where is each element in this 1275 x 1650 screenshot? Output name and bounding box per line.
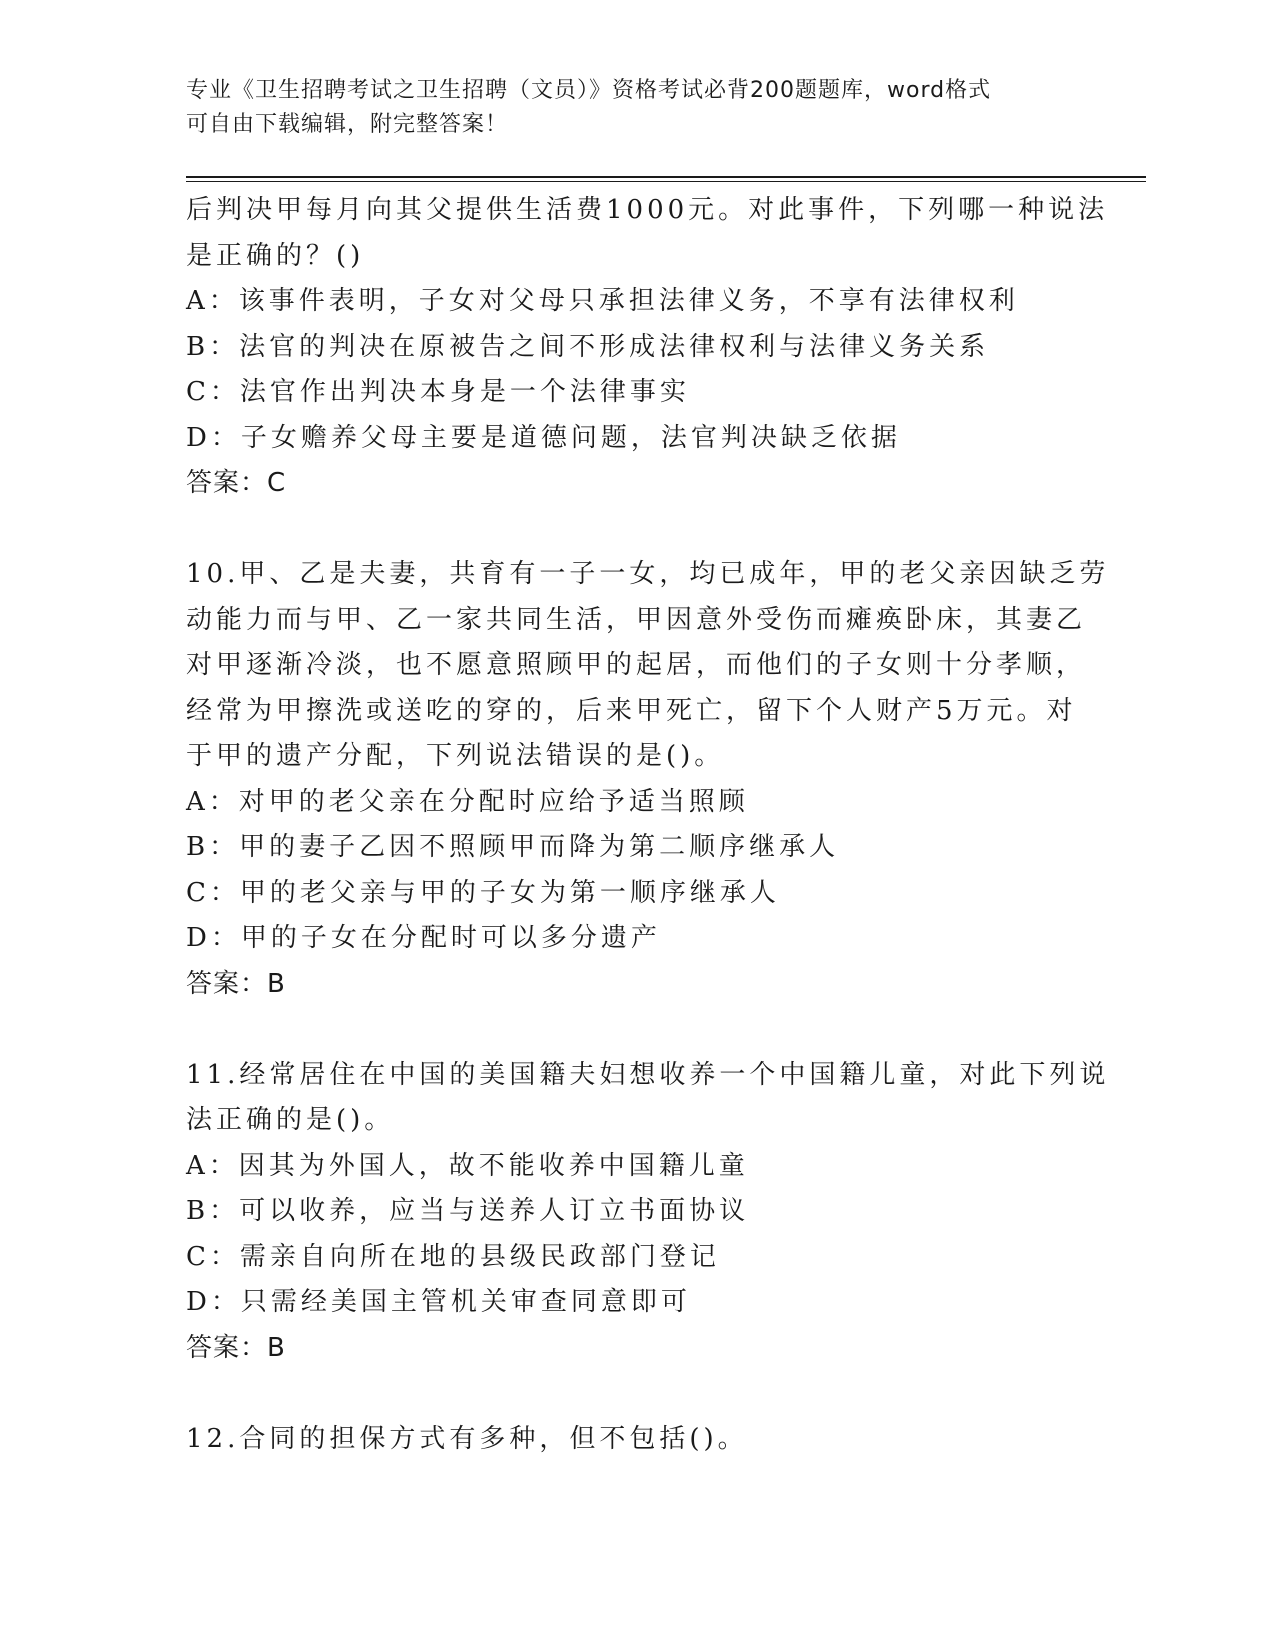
option-b: B：甲的妻子乙因不照顾甲而降为第二顺序继承人 (186, 832, 840, 862)
spacer (186, 1007, 1066, 1053)
option-c: C：需亲自向所在地的县级民政部门登记 (186, 1241, 720, 1272)
spacer (186, 507, 1066, 553)
option-a: A：该事件表明，子女对父母只承担法律义务，不享有法律权利 (186, 286, 1019, 316)
header-rule-thin (186, 181, 1146, 182)
answer-line: 答案：C (186, 468, 287, 498)
question-block-12 (186, 1417, 1066, 1463)
header-rule-thick (186, 176, 1146, 178)
document-header (186, 74, 1066, 142)
option-a: A：因其为外国人，故不能收养中国籍儿童 (186, 1150, 749, 1181)
question-block-continued (186, 188, 1109, 507)
header-line-1: 专业《卫生招聘考试之卫生招聘（文员）》资格考试必背200题题库，word格式 (186, 78, 992, 103)
answer-line: 答案：B (186, 968, 286, 999)
option-c: C：甲的老父亲与甲的子女为第一顺序继承人 (186, 877, 780, 908)
question-text-line: 是正确的？() (186, 240, 365, 271)
question-text-line: 11.经常居住在中国的美国籍夫妇想收养一个中国籍儿童，对此下列说 (186, 1059, 1110, 1090)
question-text-line: 动能力而与甲、乙一家共同生活，甲因意外受伤而瘫痪卧床，其妻乙 (186, 604, 1087, 635)
question-text-line: 经常为甲擦洗或送吃的穿的，后来甲死亡，留下个人财产5万元。对 (186, 695, 1077, 726)
question-text-line: 10.甲、乙是夫妻，共育有一子一女，均已成年，甲的老父亲因缺乏劳 (186, 559, 1110, 589)
option-c: C：法官作出判决本身是一个法律事实 (186, 377, 690, 407)
question-text-line: 于甲的遗产分配，下列说法错误的是()。 (186, 741, 725, 771)
question-text-line: 对甲逐渐冷淡，也不愿意照顾甲的起居，而他们的子女则十分孝顺， (186, 650, 1087, 680)
header-line-2: 可自由下载编辑，附完整答案！ (186, 112, 509, 137)
question-block-10 (186, 552, 1110, 1007)
answer-line: 答案：B (186, 1332, 286, 1363)
question-text-line: 法正确的是()。 (186, 1105, 395, 1135)
option-b: B：法官的判决在原被告之间不形成法律权利与法律义务关系 (186, 331, 990, 362)
question-text-line: 后判决甲每月向其父提供生活费1000元。对此事件，下列哪一种说法 (186, 195, 1109, 225)
option-d: D：只需经美国主管机关审查同意即可 (186, 1287, 691, 1317)
question-text-line: 12.合同的担保方式有多种，但不包括()。 (186, 1423, 748, 1454)
option-b: B：可以收养，应当与送养人订立书面协议 (186, 1196, 750, 1226)
option-d: D：甲的子女在分配时可以多分遗产 (186, 923, 661, 953)
document-body (186, 188, 1110, 1462)
option-d: D：子女赡养父母主要是道德问题，法官判决缺乏依据 (186, 422, 901, 453)
question-block-11 (186, 1053, 1110, 1372)
option-a: A：对甲的老父亲在分配时应给予适当照顾 (186, 786, 749, 817)
spacer (186, 1371, 1066, 1417)
